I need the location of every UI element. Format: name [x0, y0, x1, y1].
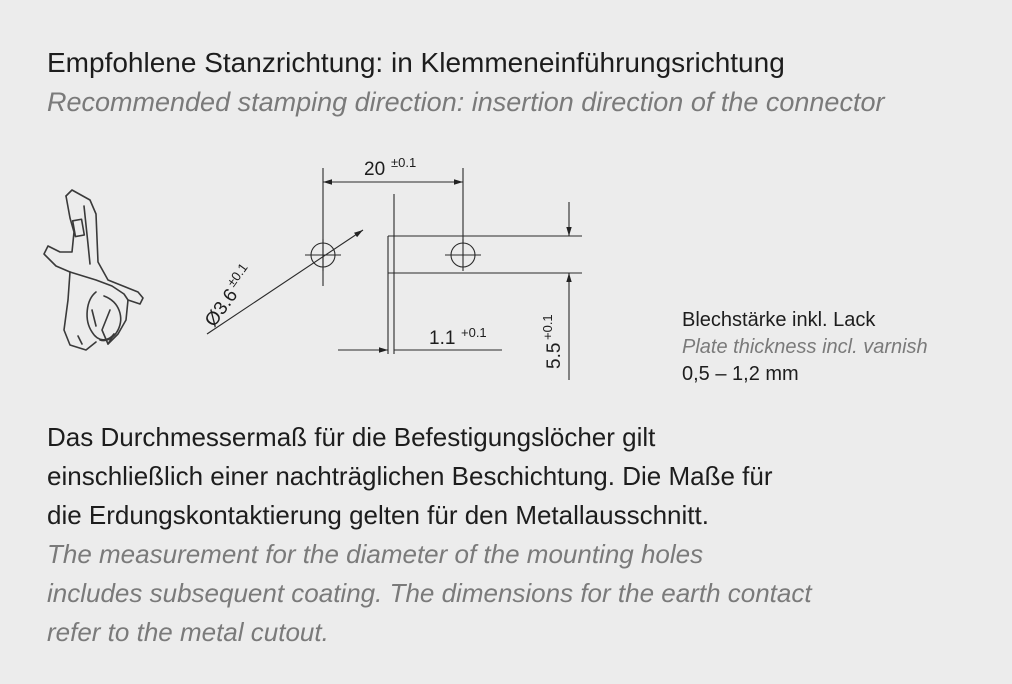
connector-clip-illustration [44, 190, 143, 350]
slot-dimension-tolerance: +0.1 [461, 325, 487, 340]
note-german-line: Das Durchmessermaß für die Befestigungslöcher gilt [47, 422, 656, 452]
note-german-line: die Erdungskontaktierung gelten für den Metallausschnitt. [47, 500, 709, 530]
height-dimension-tolerance: +0.1 [540, 314, 555, 340]
plate-thickness-label-de: Blechstärke inkl. Lack [682, 309, 876, 331]
plate-thickness-block [682, 307, 928, 388]
plate-thickness-value: 0,5 – 1,2 mm [682, 363, 799, 385]
dimension-labels [198, 155, 565, 369]
note-german-line: einschließlich einer nachträglichen Beschichtung. Die Maße für [47, 461, 773, 491]
heading-german: Empfohlene Stanzrichtung: in Klemmeneinführungsrichtung [47, 47, 785, 78]
heading-english: Recommended stamping direction: insertion direction of the connector [47, 87, 885, 117]
height-dimension-value: 5.5 [544, 342, 565, 369]
dimension-drawing [207, 168, 582, 380]
hole-diameter-tolerance: ±0.1 [223, 260, 251, 290]
note-english-line: The measurement for the diameter of the mounting holes [47, 539, 704, 569]
note-english-line: refer to the metal cutout. [47, 617, 329, 647]
note-german [47, 418, 997, 535]
width-dimension-value: 20 [364, 159, 386, 180]
width-dimension-tolerance: ±0.1 [391, 155, 417, 170]
slot-dimension-value: 1.1 [429, 328, 456, 349]
note-english-line: includes subsequent coating. The dimensions for the earth contact [47, 578, 812, 608]
plate-thickness-label-en: Plate thickness incl. varnish [682, 336, 928, 358]
note-english [47, 535, 997, 652]
hole-diameter-value: Ø3.6 [201, 285, 243, 331]
